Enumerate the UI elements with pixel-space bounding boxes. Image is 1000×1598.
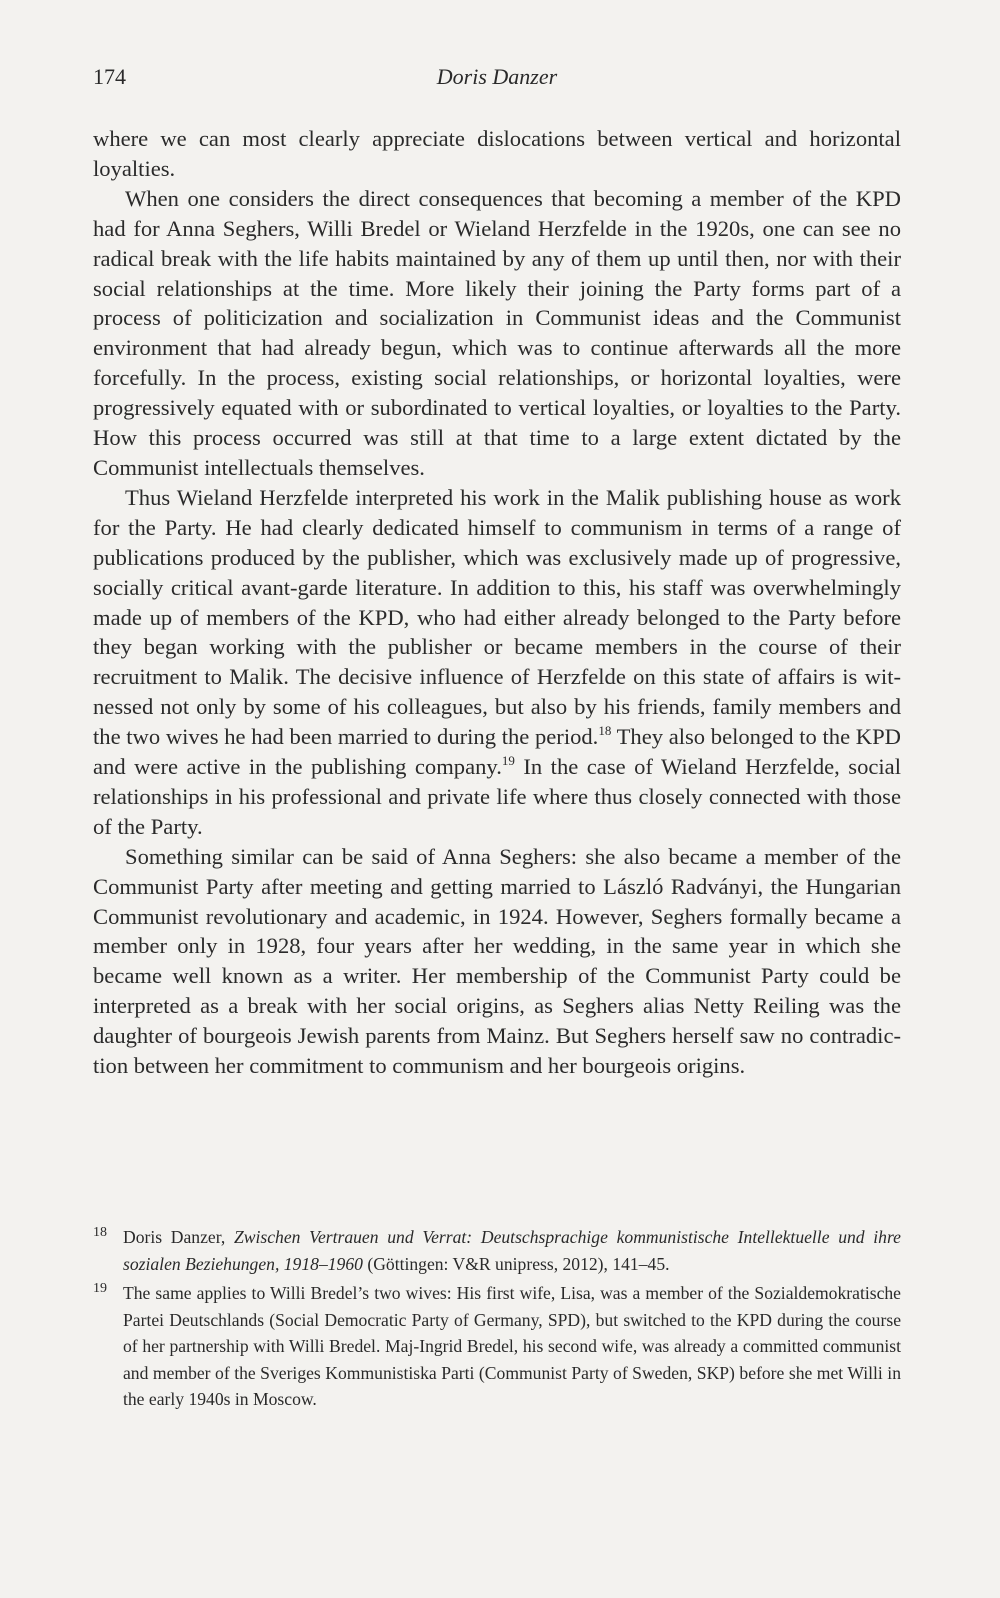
paragraph xyxy=(93,842,901,1081)
footnote-reference[interactable]: 19 xyxy=(501,753,515,769)
paragraph-text: In the case of Wieland Herzfelde, social relationships in his professional and private life where thus closely connected with those of the Party. xyxy=(93,754,901,839)
paragraph xyxy=(93,184,901,483)
footnote-text-part: (Göttingen: V&R unipress, 2012), 141–45. xyxy=(362,1253,670,1274)
footnote-text xyxy=(123,1283,901,1409)
footnote-text-part: Doris Danzer, xyxy=(123,1227,234,1247)
paragraph xyxy=(93,124,901,184)
footnote xyxy=(93,1224,901,1277)
footnote-number: 19 xyxy=(93,1281,107,1296)
paragraph-text: They also belonged to the KPD and were active in the publishing company. xyxy=(93,724,901,780)
running-head: Doris Danzer xyxy=(436,64,558,89)
paragraph-text: Thus Wieland Herzfelde interpreted his work in the Malik publishing house as work for the Party. He had clearly dedicated himself to communism in terms of a range of publications produced by the publisher, which was exclusively made up of progressive, socially critical avant-garde literature. In addition to this, his staff was overwhelmingly made up of members of the KPD, who had either already belonged to the Party before they began working with the publisher or became members in the course of their recruitment to Malik. The decisive influence of Herzfelde on this state of affairs is witnessed not only by some of his colleagues, but also by his friends, family members and the two wives he had been married to during the period. xyxy=(93,484,901,750)
body-text xyxy=(93,124,901,1081)
footnote-reference[interactable]: 18 xyxy=(598,723,612,739)
footnote xyxy=(93,1280,901,1413)
footnotes xyxy=(93,1224,901,1416)
paragraph-text: When one considers the direct consequences that becoming a member of the KPD had for Anna Seghers, Willi Bredel or Wieland Herzfelde in the 1920s, one can see no radical break with the life habits maintained by any of them up until then, nor with their social relationships at the time. More likely their joining the Party forms part of a process of politicization and socialization in Communist ideas and the Communist environment that had already begun, which was to continue afterwards all the more forcefully. In the process, existing social relationships, or horizontal loyalties, were progressively equated with or subordinated to vertical loyalties, or loyalties to the Party. How this process occurred was still at that time to a large extent dictated by the Communist intellectuals themselves. xyxy=(93,185,901,480)
footnote-text-part: The same applies to Willi Bredel’s two wives: His first wife, Lisa, was a member of the Sozialdemokratische Partei Deutschlands (Social Democratic Party of Germany, SPD), but switched to the KPD during the course of her partnership with Willi Bredel. Maj-Ingrid Bredel, his second wife, was already a committed communist and member of the Sveriges Kommunistiska Parti (Communist Party of Sweden, SKP) before she met Willi in the early 1940s in Moscow. xyxy=(123,1283,901,1409)
page-header xyxy=(93,64,901,94)
paragraph-text: where we can most clearly appreciate dislocations between vertical and horizontal loyalties. xyxy=(93,126,901,181)
paragraph xyxy=(93,483,901,842)
paragraph-text: Something similar can be said of Anna Seghers: she also became a member of the Communist Party after meeting and getting married to László Radványi, the Hungarian Communist revolutionary and academic, in 1924. However, Seghers formally became a member only in 1928, four years after her wedding, in the same year in which she became well known as a writer. Her membership of the Communist Party could be interpreted as a break with her social origins, as Seghers alias Netty Reiling was the daughter of bourgeois Jewish parents from Mainz. But Seghers herself saw no contradiction between her commitment to communism and her bourgeois origins. xyxy=(93,843,901,1079)
footnote-number: 18 xyxy=(93,1225,107,1240)
footnote-title: Zwischen Vertrauen und Verrat: Deutschsprachige kommunistische Intellektuelle und ihre sozialen Beziehungen, 1918–1960 xyxy=(123,1227,901,1274)
page-number: 174 xyxy=(93,64,126,89)
footnote-text xyxy=(123,1227,901,1274)
